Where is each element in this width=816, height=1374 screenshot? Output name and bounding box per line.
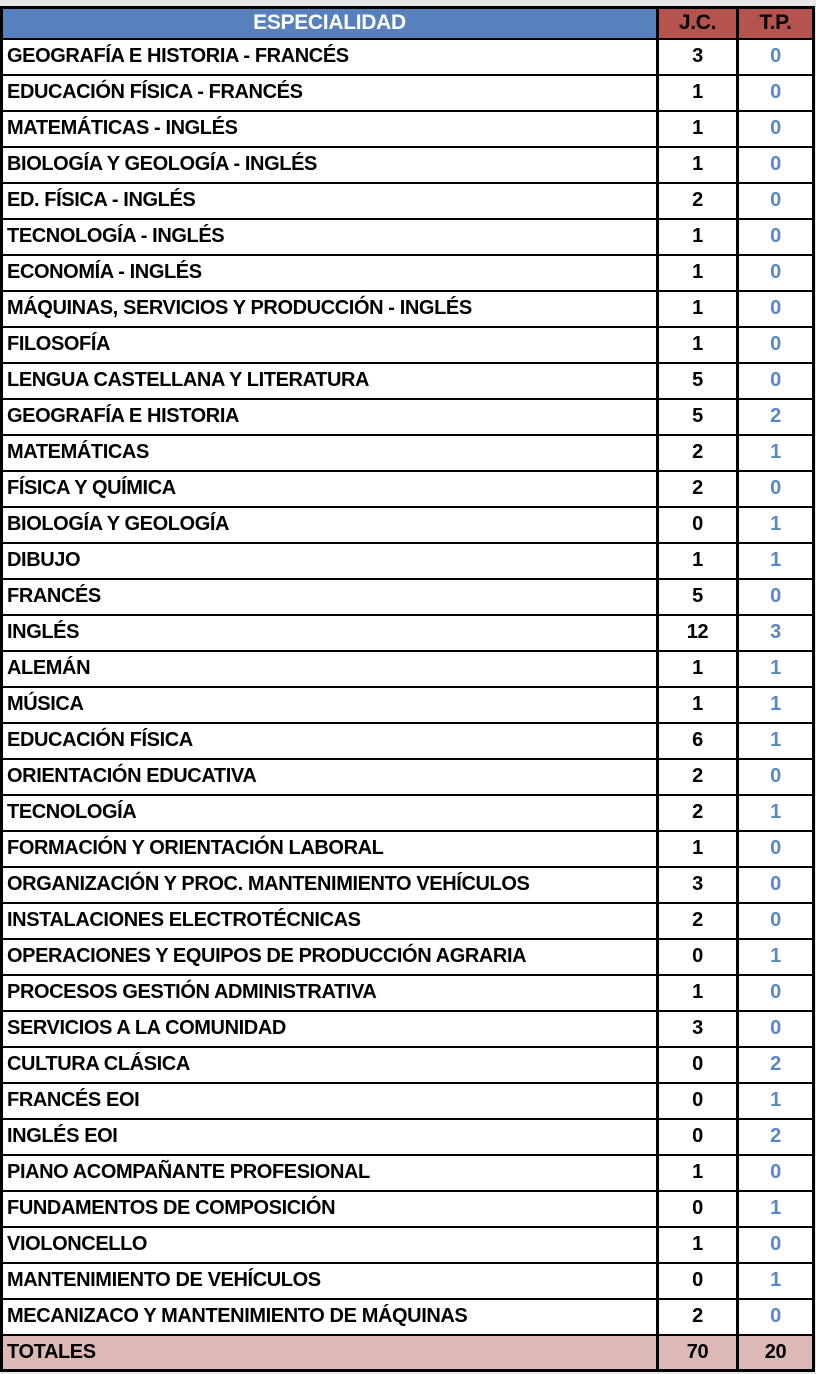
table-row: [2, 75, 814, 111]
specialty-name-cell: GEOGRAFÍA E HISTORIA: [2, 399, 658, 435]
specialty-name-cell: LENGUA CASTELLANA Y LITERATURA: [2, 363, 658, 399]
jc-value-cell: 1: [658, 1227, 738, 1263]
table-row: [2, 1155, 814, 1191]
jc-value-cell: 2: [658, 1299, 738, 1335]
jc-value-cell: 3: [658, 1011, 738, 1047]
jc-value-cell: 5: [658, 399, 738, 435]
table-row: [2, 39, 814, 75]
jc-value-cell: 2: [658, 759, 738, 795]
jc-value-cell: 1: [658, 687, 738, 723]
specialty-name-cell: MANTENIMIENTO DE VEHÍCULOS: [2, 1263, 658, 1299]
tp-value-cell: 1: [738, 543, 814, 579]
table-row: [2, 867, 814, 903]
specialty-name-cell: ORGANIZACIÓN Y PROC. MANTENIMIENTO VEHÍCULOS: [2, 867, 658, 903]
table-row: [2, 1263, 814, 1299]
tp-value-cell: 0: [738, 327, 814, 363]
table-row: [2, 219, 814, 255]
specialty-name-cell: TECNOLOGÍA - INGLÉS: [2, 219, 658, 255]
tp-value-cell: 0: [738, 147, 814, 183]
jc-value-cell: 0: [658, 1119, 738, 1155]
table-row: [2, 183, 814, 219]
table-row: [2, 615, 814, 651]
tp-value-cell: 2: [738, 1047, 814, 1083]
tp-value-cell: 0: [738, 471, 814, 507]
jc-value-cell: 1: [658, 147, 738, 183]
tp-value-cell: 1: [738, 1191, 814, 1227]
specialty-name-cell: MÁQUINAS, SERVICIOS Y PRODUCCIÓN - INGLÉS: [2, 291, 658, 327]
table-row: [2, 651, 814, 687]
jc-value-cell: 1: [658, 219, 738, 255]
jc-value-cell: 5: [658, 579, 738, 615]
column-header-especialidad: ESPECIALIDAD: [2, 8, 658, 39]
specialty-name-cell: PIANO ACOMPAÑANTE PROFESIONAL: [2, 1155, 658, 1191]
specialty-name-cell: MATEMÁTICAS - INGLÉS: [2, 111, 658, 147]
table-body: [2, 39, 814, 1335]
table-row: [2, 255, 814, 291]
jc-value-cell: 0: [658, 1047, 738, 1083]
table-row: [2, 147, 814, 183]
tp-value-cell: 1: [738, 651, 814, 687]
tp-value-cell: 0: [738, 1299, 814, 1335]
table-row: [2, 939, 814, 975]
tp-value-cell: 1: [738, 435, 814, 471]
specialty-name-cell: EDUCACIÓN FÍSICA - FRANCÉS: [2, 75, 658, 111]
specialty-name-cell: EDUCACIÓN FÍSICA: [2, 723, 658, 759]
table-row: [2, 471, 814, 507]
table-row: [2, 327, 814, 363]
specialty-name-cell: MÚSICA: [2, 687, 658, 723]
tp-value-cell: 0: [738, 903, 814, 939]
specialty-name-cell: GEOGRAFÍA E HISTORIA - FRANCÉS: [2, 39, 658, 75]
jc-value-cell: 1: [658, 75, 738, 111]
totals-jc-value: 70: [658, 1335, 738, 1371]
jc-value-cell: 5: [658, 363, 738, 399]
table-row: [2, 363, 814, 399]
specialty-name-cell: TECNOLOGÍA: [2, 795, 658, 831]
specialty-name-cell: FORMACIÓN Y ORIENTACIÓN LABORAL: [2, 831, 658, 867]
especialidad-table: [0, 6, 815, 1372]
specialty-name-cell: INGLÉS: [2, 615, 658, 651]
specialty-name-cell: OPERACIONES Y EQUIPOS DE PRODUCCIÓN AGRARIA: [2, 939, 658, 975]
column-header-jc: J.C.: [658, 8, 738, 39]
totals-tp-value: 20: [738, 1335, 814, 1371]
table-row: [2, 543, 814, 579]
table-row: [2, 1011, 814, 1047]
table-row: [2, 1119, 814, 1155]
jc-value-cell: 6: [658, 723, 738, 759]
specialty-name-cell: FUNDAMENTOS DE COMPOSICIÓN: [2, 1191, 658, 1227]
tp-value-cell: 0: [738, 1155, 814, 1191]
jc-value-cell: 1: [658, 1155, 738, 1191]
table-row: [2, 1047, 814, 1083]
jc-value-cell: 1: [658, 291, 738, 327]
tp-value-cell: 2: [738, 1119, 814, 1155]
specialty-name-cell: VIOLONCELLO: [2, 1227, 658, 1263]
specialty-name-cell: INSTALACIONES ELECTROTÉCNICAS: [2, 903, 658, 939]
jc-value-cell: 12: [658, 615, 738, 651]
specialty-name-cell: FRANCÉS EOI: [2, 1083, 658, 1119]
tp-value-cell: 0: [738, 831, 814, 867]
jc-value-cell: 2: [658, 435, 738, 471]
table-row: [2, 1227, 814, 1263]
jc-value-cell: 0: [658, 507, 738, 543]
specialty-name-cell: DIBUJO: [2, 543, 658, 579]
specialty-name-cell: ALEMÁN: [2, 651, 658, 687]
specialty-name-cell: ED. FÍSICA - INGLÉS: [2, 183, 658, 219]
jc-value-cell: 1: [658, 831, 738, 867]
tp-value-cell: 1: [738, 939, 814, 975]
table-row: [2, 399, 814, 435]
jc-value-cell: 1: [658, 327, 738, 363]
table-row: [2, 903, 814, 939]
tp-value-cell: 0: [738, 75, 814, 111]
tp-value-cell: 1: [738, 507, 814, 543]
tp-value-cell: 0: [738, 867, 814, 903]
table-row: [2, 1299, 814, 1335]
totals-label: TOTALES: [2, 1335, 658, 1371]
jc-value-cell: 1: [658, 111, 738, 147]
jc-value-cell: 1: [658, 255, 738, 291]
tp-value-cell: 0: [738, 111, 814, 147]
specialty-name-cell: MECANIZACO Y MANTENIMIENTO DE MÁQUINAS: [2, 1299, 658, 1335]
table-row: [2, 795, 814, 831]
tp-value-cell: 0: [738, 363, 814, 399]
specialty-name-cell: ECONOMÍA - INGLÉS: [2, 255, 658, 291]
jc-value-cell: 2: [658, 183, 738, 219]
table-row: [2, 687, 814, 723]
tp-value-cell: 0: [738, 255, 814, 291]
table-row: [2, 975, 814, 1011]
tp-value-cell: 0: [738, 183, 814, 219]
specialty-name-cell: CULTURA CLÁSICA: [2, 1047, 658, 1083]
jc-value-cell: 1: [658, 975, 738, 1011]
jc-value-cell: 3: [658, 39, 738, 75]
specialty-name-cell: INGLÉS EOI: [2, 1119, 658, 1155]
jc-value-cell: 2: [658, 471, 738, 507]
jc-value-cell: 0: [658, 1083, 738, 1119]
tp-value-cell: 1: [738, 723, 814, 759]
jc-value-cell: 2: [658, 903, 738, 939]
tp-value-cell: 3: [738, 615, 814, 651]
column-header-tp: T.P.: [738, 8, 814, 39]
jc-value-cell: 0: [658, 1263, 738, 1299]
jc-value-cell: 0: [658, 1191, 738, 1227]
specialty-name-cell: BIOLOGÍA Y GEOLOGÍA - INGLÉS: [2, 147, 658, 183]
specialty-name-cell: MATEMÁTICAS: [2, 435, 658, 471]
tp-value-cell: 0: [738, 975, 814, 1011]
table-row: [2, 111, 814, 147]
specialty-name-cell: FRANCÉS: [2, 579, 658, 615]
tp-value-cell: 0: [738, 1011, 814, 1047]
table-row: [2, 507, 814, 543]
table-row: [2, 435, 814, 471]
specialty-name-cell: FILOSOFÍA: [2, 327, 658, 363]
specialty-name-cell: ORIENTACIÓN EDUCATIVA: [2, 759, 658, 795]
table-row: [2, 723, 814, 759]
specialty-name-cell: BIOLOGÍA Y GEOLOGÍA: [2, 507, 658, 543]
tp-value-cell: 2: [738, 399, 814, 435]
table-header-row: [2, 8, 814, 39]
jc-value-cell: 1: [658, 651, 738, 687]
jc-value-cell: 3: [658, 867, 738, 903]
totals-row: [2, 1335, 814, 1371]
tp-value-cell: 0: [738, 291, 814, 327]
specialty-name-cell: SERVICIOS A LA COMUNIDAD: [2, 1011, 658, 1047]
jc-value-cell: 0: [658, 939, 738, 975]
table-row: [2, 291, 814, 327]
jc-value-cell: 2: [658, 795, 738, 831]
specialty-name-cell: FÍSICA Y QUÍMICA: [2, 471, 658, 507]
specialty-name-cell: PROCESOS GESTIÓN ADMINISTRATIVA: [2, 975, 658, 1011]
tp-value-cell: 0: [738, 219, 814, 255]
table-row: [2, 1083, 814, 1119]
tp-value-cell: 1: [738, 687, 814, 723]
table-row: [2, 579, 814, 615]
tp-value-cell: 1: [738, 795, 814, 831]
jc-value-cell: 1: [658, 543, 738, 579]
tp-value-cell: 0: [738, 579, 814, 615]
tp-value-cell: 0: [738, 1227, 814, 1263]
table-row: [2, 1191, 814, 1227]
tp-value-cell: 0: [738, 759, 814, 795]
tp-value-cell: 1: [738, 1083, 814, 1119]
tp-value-cell: 0: [738, 39, 814, 75]
tp-value-cell: 1: [738, 1263, 814, 1299]
table-row: [2, 831, 814, 867]
table-row: [2, 759, 814, 795]
